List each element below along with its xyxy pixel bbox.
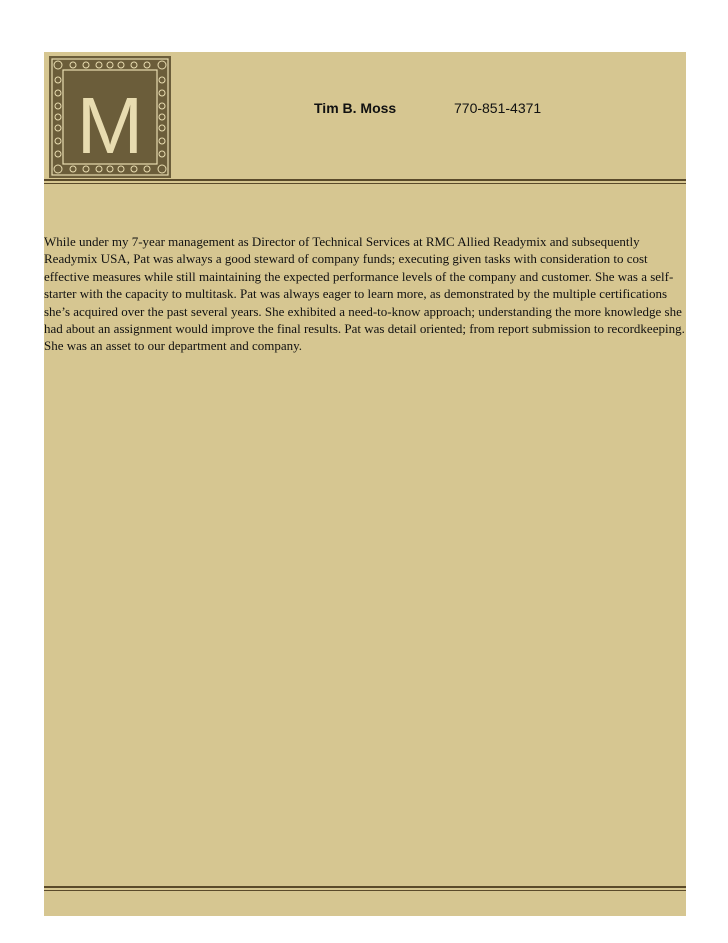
footer-divider (44, 886, 686, 888)
ornate-monogram-logo-icon (49, 56, 171, 178)
sender-phone: 770-851-4371 (454, 100, 542, 116)
sender-name: Tim B. Moss (314, 100, 397, 116)
letterhead-page (44, 52, 686, 916)
header-divider-thin (44, 183, 686, 184)
footer-divider-thin (44, 890, 686, 891)
svg-text:M: M (76, 81, 144, 170)
header-divider (44, 179, 686, 181)
letter-body: While under my 7-year management as Director of Technical Services at RMC Allied Readymix and subsequently Readymix USA, Pat was always a good steward of company funds; executing given tasks with consideration to cost effective measures while still maintaining the expected performance levels of the company and customer. She was a self-starter with the capacity to multitask. Pat was always eager to learn more, as demonstrated by the multiple certifications she’s acquired over the past several years. She exhibited a need-to-know approach; understanding the more knowledge she had about an assignment would improve the final results. Pat was detail oriented; from report submission to recordkeeping. She was an asset to our department and company. (44, 234, 685, 354)
